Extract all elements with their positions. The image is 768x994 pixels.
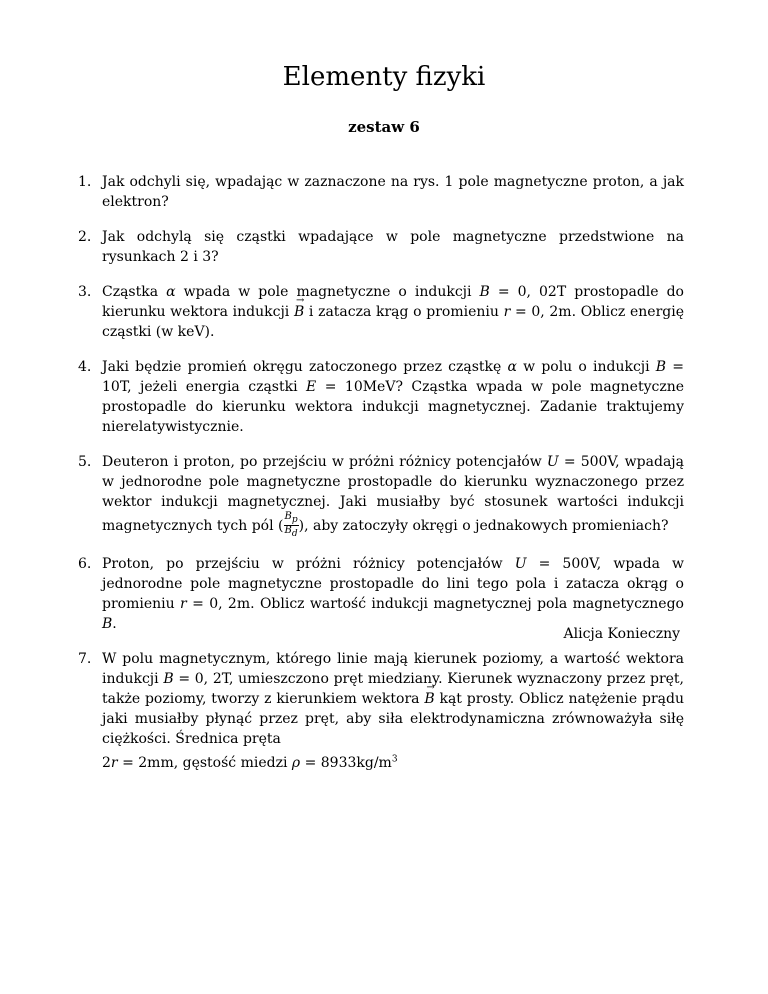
fraction-Bp-Bd bbox=[284, 512, 299, 539]
math-r: r bbox=[180, 596, 187, 612]
problem-number: 5. bbox=[78, 454, 92, 470]
fraction-numerator: $B_p$ bbox=[284, 511, 298, 525]
math-r: r bbox=[503, 304, 511, 320]
math-U: U bbox=[514, 556, 527, 572]
problem-text: Proton, po przejściu w próżni różnicy potencjałów U = 500V, wpada w jednorodne pole magnetyczne prostopadle do lini tego pola i zatacza okrąg o promieniu r = 0, 2m. Oblicz wartość indukcji magnetycznej pola magnetycznego B. bbox=[102, 556, 684, 632]
problem-text: Jak odchylą się cząstki wpadające w pole magnetyczne przedstwione na rysunkach 2 i 3? bbox=[102, 229, 684, 265]
problem-text: W polu magnetycznym, którego linie mają kierunek poziomy, a wartość wektora indukcji B = 0, 2T, umieszczono pręt miedziany. Kierunek wyznaczony przez pręt, także poziomy, tworzy z kierunkiem wektora → B kąt prosty. Oblicz natężenie prądu jaki musiałby płynąć przez pręt, aby siła elektrodynamiczna zrównoważyła siłę ciężkości. Średnica pręta 2r = 2mm, gęstość miedzi $\rho = 8933kg/m^3$ bbox=[102, 651, 684, 771]
problem-5 bbox=[78, 452, 684, 539]
problem-number: 3. bbox=[78, 284, 92, 300]
math-U: U bbox=[546, 454, 559, 470]
problem-number: 4. bbox=[78, 359, 92, 375]
page-title: Elementy fizyki bbox=[282, 62, 486, 92]
problem-text: Cząstka α wpada w pole magnetyczne o indukcji B = 0, 02T prostopadle do kierunku wektora indukcji → B i zatacza krąg o promieniu r = 0, 2m. Oblicz energię cząstki (w keV). bbox=[102, 284, 684, 340]
math-E: E bbox=[306, 379, 317, 395]
math-B: B bbox=[479, 284, 490, 300]
page-subtitle: zestaw 6 bbox=[348, 118, 420, 136]
problem-number: 1. bbox=[78, 174, 92, 190]
problem-2 bbox=[78, 227, 684, 267]
math-r: r bbox=[110, 754, 118, 771]
problem-list bbox=[78, 172, 684, 788]
problem-7 bbox=[78, 649, 684, 773]
problem-number: 7. bbox=[78, 651, 92, 667]
vector-B: → B bbox=[294, 302, 304, 322]
vector-B: → B bbox=[424, 689, 434, 709]
problem-1 bbox=[78, 172, 684, 212]
math-B: B bbox=[655, 359, 667, 375]
problem-text: Jak odchyli się, wpadając w zaznaczone na rys. 1 pole magnetyczne proton, a jak elektron? bbox=[102, 174, 684, 210]
problem-6 bbox=[78, 554, 684, 634]
math-alpha: α bbox=[507, 359, 517, 375]
math-B: B bbox=[163, 671, 174, 687]
math-B: B bbox=[102, 616, 113, 632]
problem-text: Deuteron i proton, po przejściu w próżni różnicy potencjałów U = 500V, wpadają w jednorodne pole magnetyczne prostopadle do kierunku wyznaczonego przez wektor indukcji magnetycznej. Jaki musiałby być stosunek wartości indukcji magnetycznych tych pól ( $\frac{B_p}{B_d}$ ), aby zatoczyły okręgi o jednakowych promieniach? bbox=[102, 454, 684, 539]
exponent: 3 bbox=[391, 754, 398, 764]
math-rho: ρ bbox=[291, 754, 301, 771]
problem-4 bbox=[78, 357, 684, 437]
problem-number: 6. bbox=[78, 556, 92, 572]
fraction-denominator: $B_d$ bbox=[284, 525, 298, 539]
problem-number: 2. bbox=[78, 229, 92, 245]
math-alpha: α bbox=[166, 284, 176, 300]
problem-text: Jaki będzie promień okręgu zatoczonego przez cząstkę α w polu o indukcji B = 10T, jeżeli energia cząstki E = 10MeV? Cząstka wpada w pole magnetyczne prostopadle do kierunku wektora indukcji magnetycznej. Zadanie traktujemy nierelatywistycznie. bbox=[102, 359, 685, 435]
problem-3 bbox=[78, 282, 684, 342]
author-name: Alicja Konieczny bbox=[563, 626, 680, 642]
